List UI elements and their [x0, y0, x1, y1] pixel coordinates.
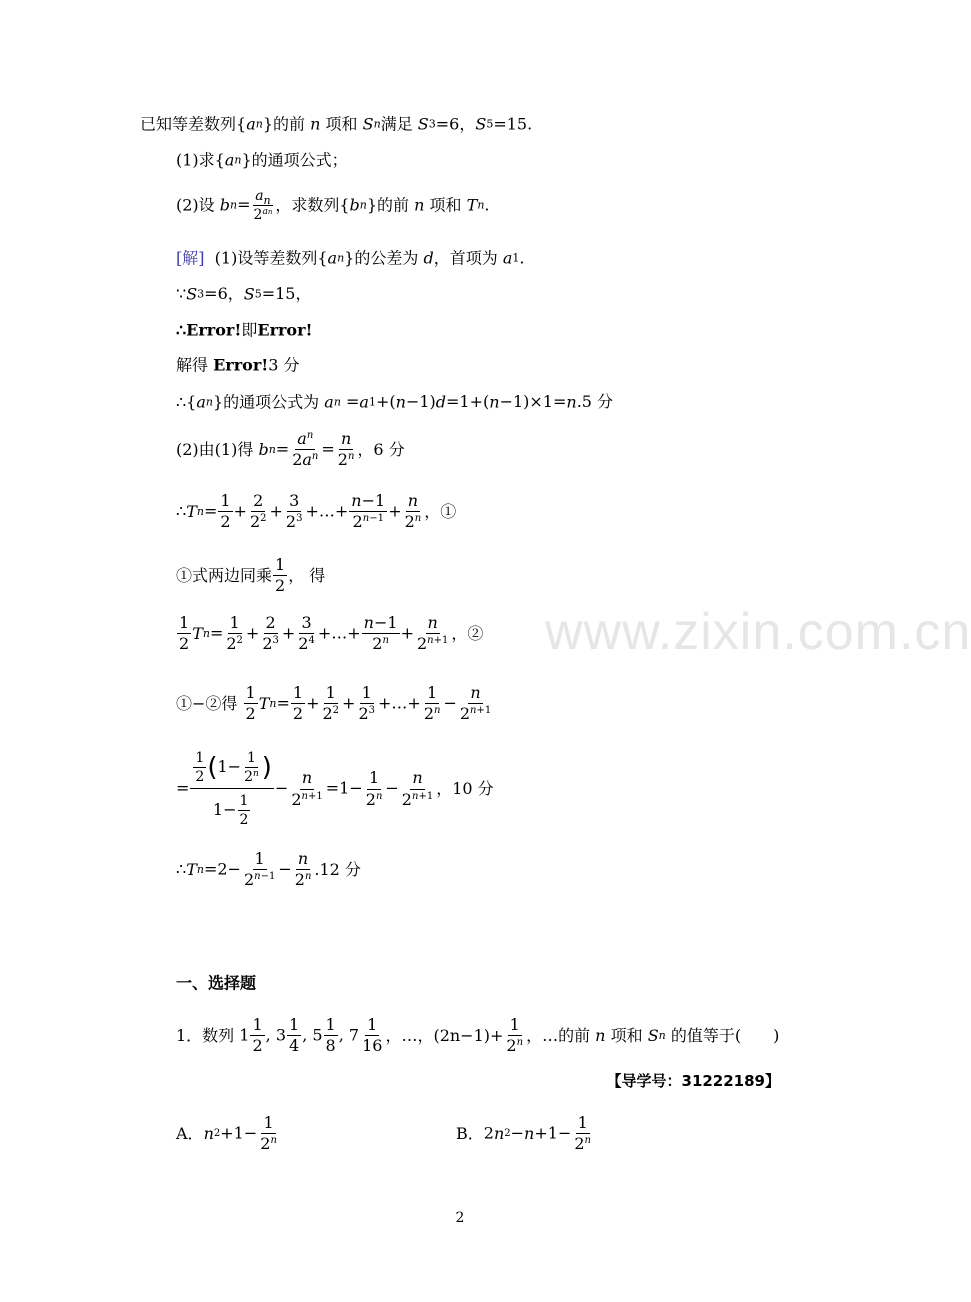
- text: 项和: [325, 114, 358, 134]
- text: 1．数列: [176, 1025, 235, 1045]
- text: ，①: [424, 501, 457, 521]
- question-1: 1．数列 1 $\frac{1}{2}$ , 3 $\frac{1}{4}$ , 5 $\frac{1}{8}$ , 7 $\frac{1}{16}$ ，…，(2n−1)+ $\frac{1}{2^n}$ ，…的前 n 项和 Sn 的值等于( ): [176, 1015, 780, 1056]
- fraction: $\frac{3}{2^3}$: [285, 491, 303, 532]
- watermark: www.zixin.com.cn: [545, 603, 971, 661]
- fraction: $\frac{n}{2^n}$: [337, 429, 355, 470]
- solution-line-6: (2)由(1)得 bn= $\frac{a^n}{2a^n}$ = $\frac{n}{2^n}$ ，6 分: [176, 429, 405, 470]
- solution-line-9: $\frac{1}{2}$ Tn= $\frac{1}{2^2}$ + $\frac{2}{2^3}$ + $\frac{3}{2^4}$ +…+ $\frac{n-1}{2^n}$ + $\frac{n}{2^{n+1}}$ ，②: [179, 613, 484, 654]
- fraction: $\frac{a_n}{2^{an}}$: [253, 188, 273, 224]
- text: (1)求{: [176, 150, 225, 170]
- solution-line-12: ∴Tn=2− $\frac{1}{2^{n-1}}$ − $\frac{n}{2^n}$ .12 分: [176, 849, 361, 890]
- option-label: A．: [176, 1123, 204, 1143]
- solution-line-7: ∴Tn= $\frac{1}{2}$ + $\frac{2}{2^2}$ + $\frac{3}{2^3}$ +…+ $\frac{n-1}{2^{n-1}}$ + $\frac{n}{2^n}$ ，①: [176, 491, 457, 532]
- text: }的通项公式；: [241, 150, 348, 170]
- fraction: $\frac{1}{2}$: [275, 555, 286, 596]
- fraction: $\frac{1}{2^n}$: [423, 683, 441, 724]
- fraction: $\frac{1}{2}$: [195, 750, 205, 786]
- fraction: $\frac{n-1}{2^{n-1}}$: [351, 491, 386, 532]
- fraction: $\frac{1}{2}$: [292, 683, 304, 724]
- solution-line-5: ∴{an}的通项公式为 an =a1+(n−1)d=1+(n−1)×1=n.5 分: [176, 392, 614, 412]
- text: 即: [241, 320, 258, 340]
- problem-q1: (1)求{an}的通项公式；: [176, 150, 348, 170]
- text: }的前: [262, 114, 306, 134]
- fraction: $\frac{1}{2^2}$: [322, 683, 340, 724]
- text: ∴Error!: [176, 320, 242, 340]
- text: 满足: [380, 114, 413, 134]
- fraction: $\frac{1}{2^n}$: [365, 768, 383, 809]
- fraction: $\frac{1}{16}$: [362, 1015, 383, 1056]
- text: ，…的前: [526, 1025, 591, 1045]
- fraction: $\frac{n}{2^n}$: [294, 849, 312, 890]
- fraction: $\frac{3}{2^4}$: [298, 613, 315, 654]
- text: 的值等于( ): [670, 1025, 780, 1045]
- fraction: $\frac{1}{2}$: [245, 683, 256, 724]
- fraction: $\frac{1}{2^{n-1}}$: [243, 849, 276, 890]
- fraction: $\frac{n}{2^{n+1}}$: [416, 613, 449, 654]
- reference-number: [0, 1074, 780, 1089]
- text: (1)设等差数列{: [214, 248, 328, 268]
- text: 【导学号：31222189】: [606, 1072, 780, 1090]
- text: .: [484, 195, 490, 215]
- text: 一、选择题: [176, 973, 257, 993]
- text: ，10 分: [436, 779, 494, 799]
- fraction: $\frac{n-1}{2^n}$: [363, 613, 398, 654]
- fraction: $\frac{1}{2^n}$: [260, 1113, 277, 1154]
- text: ，6 分: [357, 439, 405, 459]
- solution-line-2: ∵S3=6，S5=15，: [176, 284, 312, 304]
- text: ①式两边同乘: [176, 565, 273, 585]
- text: 3 分: [268, 355, 300, 375]
- fraction: $\frac{n}{2^{n+1}}$: [459, 683, 492, 724]
- solution-line-8: [176, 556, 920, 596]
- solution-line-11: = $\frac{1}{2}$ (1− $\frac{1}{2^n}$ ) 1− $\frac{1}{2}$ − $\frac{n}{2^{n+1}}$ =1− $\frac{1}{2^n}$ − $\frac{n}{2^{n+1}}$ ，10 分: [176, 750, 494, 829]
- fraction: $\frac{n}{2^{n+1}}$: [291, 768, 323, 809]
- problem-intro: 已知等差数列{an}的前 n 项和 Sn满足 S3=6，S5=15.: [140, 114, 533, 134]
- problem-q2: (2)设 bn= $\frac{a_n}{2^{an}}$ ，求数列{bn}的前 n 项和 Tn.: [176, 188, 490, 224]
- fraction: $\frac{1}{2}$: [239, 793, 249, 829]
- page-number: 2: [455, 1210, 465, 1226]
- fraction: $\frac{1}{4}$: [289, 1015, 300, 1056]
- fraction: $\frac{1}{2^3}$: [358, 683, 375, 724]
- text: ①−②得: [176, 693, 238, 713]
- solution-line-1: [解] (1)设等差数列{an}的公差为 d，首项为 a1.: [176, 248, 525, 268]
- option-b: B．2n2−n+1− $\frac{1}{2^n}$: [456, 1113, 591, 1154]
- text: 已知等差数列{: [140, 114, 247, 134]
- fraction: $\frac{1}{8}$: [325, 1015, 336, 1056]
- fraction: $\frac{2}{2^3}$: [262, 613, 279, 654]
- fraction: $\frac{2}{2^2}$: [249, 491, 267, 532]
- text: }的前: [366, 195, 410, 215]
- text: =6，: [435, 114, 476, 134]
- text: ∴{: [176, 392, 197, 412]
- option-a: A．n2+1− $\frac{1}{2^n}$: [176, 1113, 277, 1154]
- solution-line-10: ①−②得 $\frac{1}{2}$ Tn= $\frac{1}{2}$ + $\frac{1}{2^2}$ + $\frac{1}{2^3}$ +…+ $\frac{1}{2^n}$ − $\frac{n}{2^{n+1}}$: [176, 683, 492, 724]
- text: ，首项为: [433, 248, 498, 268]
- section-title: [176, 975, 920, 992]
- compound-fraction: $\frac{1}{2}$ (1− $\frac{1}{2^n}$ ) 1− $\frac{1}{2}$: [190, 750, 274, 828]
- option-label: B．: [456, 1123, 484, 1143]
- text: 解得: [176, 355, 214, 375]
- text: .12 分: [314, 859, 361, 879]
- text: ，求数列{: [275, 195, 350, 215]
- text: 项和: [429, 195, 462, 215]
- fraction: $\frac{1}{2^2}$: [226, 613, 243, 654]
- fraction: $\frac{n}{2^n}$: [404, 491, 422, 532]
- fraction: $\frac{1}{2}$: [220, 491, 231, 532]
- text: Error!: [257, 320, 313, 340]
- text: }的通项公式为: [213, 392, 320, 412]
- text: 项和: [610, 1025, 643, 1045]
- fraction: $\frac{1}{2^n}$: [506, 1015, 524, 1056]
- text: }的公差为: [344, 248, 419, 268]
- text: Error!: [213, 355, 269, 375]
- text: ，…，(2n−1)+: [385, 1025, 504, 1045]
- solution-line-4: [176, 357, 920, 374]
- text: =15.: [493, 114, 533, 134]
- text: (2)由(1)得: [176, 439, 254, 459]
- fraction: $\frac{1}{2}$: [179, 613, 190, 654]
- solution-line-3: [176, 322, 920, 339]
- solution-tag: [解]: [176, 248, 205, 268]
- text: (2)设: [176, 195, 215, 215]
- fraction: $\frac{1}{2}$: [252, 1015, 263, 1056]
- fraction: $\frac{1}{2^n}$: [574, 1113, 591, 1154]
- text: ， 得: [288, 565, 326, 585]
- fraction: $\frac{a^n}{2a^n}$: [292, 429, 319, 470]
- text: .: [519, 248, 525, 268]
- fraction: $\frac{n}{2^{n+1}}$: [401, 768, 434, 809]
- text: ，②: [451, 623, 484, 643]
- fraction: $\frac{1}{2^n}$: [244, 750, 259, 786]
